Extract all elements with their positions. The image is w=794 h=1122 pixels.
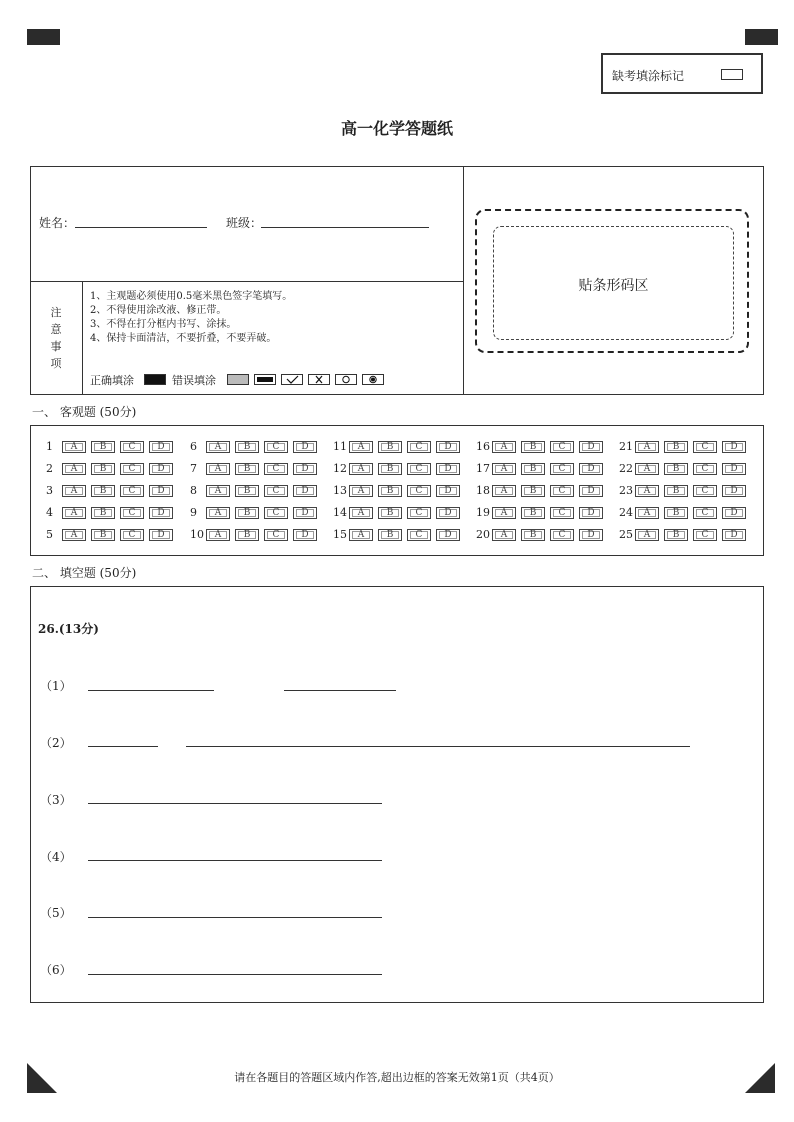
part-6-label: （6） — [40, 963, 72, 977]
option-letter: D — [587, 508, 595, 518]
option-bubble-b[interactable] — [664, 441, 688, 453]
option-letter: B — [99, 442, 107, 452]
option-bubble-c[interactable] — [264, 441, 288, 453]
option-letter: B — [529, 508, 537, 518]
option-letter: D — [444, 508, 452, 518]
option-bubble-d[interactable] — [579, 529, 603, 541]
option-bubble-b[interactable] — [664, 485, 688, 497]
option-letter: B — [243, 508, 251, 518]
option-letter: D — [444, 530, 452, 540]
option-bubble-d[interactable] — [293, 463, 317, 475]
option-bubble-d[interactable] — [722, 529, 746, 541]
option-bubble-a[interactable] — [206, 529, 230, 541]
footer-note: 请在各题目的答题区域内作答,超出边框的答案无效第1页（共4页） — [234, 1071, 560, 1084]
option-bubble-d[interactable] — [579, 485, 603, 497]
option-bubble-a[interactable] — [62, 529, 86, 541]
option-bubble-b[interactable] — [91, 463, 115, 475]
option-letter: D — [730, 442, 738, 452]
option-bubble-d[interactable] — [579, 441, 603, 453]
question-number: 17 — [476, 462, 490, 475]
option-letter: C — [415, 442, 423, 452]
option-letter: B — [672, 464, 680, 474]
class-field[interactable] — [261, 227, 429, 228]
notice-column-divider — [82, 281, 83, 395]
option-bubble-a[interactable] — [349, 463, 373, 475]
option-letter: B — [99, 464, 107, 474]
part-4-label: （4） — [40, 850, 72, 864]
option-bubble-b[interactable] — [521, 507, 545, 519]
option-letter: C — [558, 508, 566, 518]
option-letter: A — [70, 530, 78, 540]
option-bubble-a[interactable] — [635, 529, 659, 541]
fill-blank-answer-box — [30, 586, 764, 1003]
option-bubble-b[interactable] — [521, 485, 545, 497]
option-bubble-b[interactable] — [378, 507, 402, 519]
option-letter: B — [99, 530, 107, 540]
notice-item: 2、不得使用涂改液、修正带。 — [90, 305, 227, 316]
question-number: 16 — [476, 440, 490, 453]
option-bubble-c[interactable] — [120, 485, 144, 497]
option-letter: C — [272, 464, 280, 474]
option-bubble-b[interactable] — [378, 485, 402, 497]
question-number: 5 — [46, 528, 53, 541]
question-number: 8 — [190, 484, 197, 497]
option-bubble-b[interactable] — [378, 463, 402, 475]
option-letter: A — [357, 442, 365, 452]
option-bubble-c[interactable] — [407, 507, 431, 519]
option-letter: B — [99, 486, 107, 496]
option-letter: C — [558, 486, 566, 496]
option-letter: B — [386, 486, 394, 496]
option-bubble-a[interactable] — [492, 463, 516, 475]
notice-item: 4、保持卡面清洁，不要折叠，不要弄破。 — [90, 333, 277, 344]
option-letter: C — [701, 530, 709, 540]
option-letter: B — [386, 530, 394, 540]
notice-list — [90, 290, 292, 346]
option-bubble-a[interactable] — [206, 485, 230, 497]
question-number: 13 — [333, 484, 347, 497]
option-bubble-c[interactable] — [120, 529, 144, 541]
registration-mark-top-right — [745, 29, 778, 45]
option-letter: C — [415, 486, 423, 496]
option-letter: A — [357, 530, 365, 540]
question-number: 3 — [46, 484, 53, 497]
option-bubble-c[interactable] — [264, 485, 288, 497]
part-4-blank[interactable] — [88, 860, 382, 861]
option-letter: C — [128, 508, 136, 518]
option-bubble-b[interactable] — [521, 463, 545, 475]
option-letter: D — [157, 508, 165, 518]
question-number: 9 — [190, 506, 197, 519]
option-bubble-c[interactable] — [407, 529, 431, 541]
option-letter: A — [214, 442, 222, 452]
option-letter: D — [301, 486, 309, 496]
question-number: 25 — [619, 528, 633, 541]
option-bubble-b[interactable] — [521, 441, 545, 453]
option-letter: B — [672, 508, 680, 518]
option-letter: C — [415, 508, 423, 518]
option-letter: C — [128, 486, 136, 496]
option-letter: A — [643, 464, 651, 474]
option-bubble-c[interactable] — [407, 463, 431, 475]
question-number: 10 — [190, 528, 204, 541]
option-letter: D — [730, 486, 738, 496]
option-letter: D — [157, 486, 165, 496]
option-letter: A — [214, 530, 222, 540]
question-number: 24 — [619, 506, 633, 519]
option-bubble-d[interactable] — [722, 441, 746, 453]
option-letter: C — [558, 530, 566, 540]
option-letter: C — [272, 442, 280, 452]
section2-heading: 二、 填空题 (50分) — [32, 566, 137, 580]
option-letter: B — [529, 530, 537, 540]
question-number: 1 — [46, 440, 53, 453]
option-bubble-c[interactable] — [550, 529, 574, 541]
option-bubble-c[interactable] — [264, 529, 288, 541]
option-letter: D — [301, 464, 309, 474]
option-letter: A — [500, 530, 508, 540]
option-bubble-c[interactable] — [120, 441, 144, 453]
option-letter: A — [500, 508, 508, 518]
absent-mark-box — [601, 53, 763, 94]
option-bubble-d[interactable] — [579, 463, 603, 475]
option-bubble-a[interactable] — [62, 507, 86, 519]
option-bubble-a[interactable] — [635, 441, 659, 453]
option-letter: A — [214, 464, 222, 474]
correct-fill-label: 正确填涂 — [90, 374, 134, 387]
class-label: 班级： — [226, 216, 263, 230]
option-bubble-c[interactable] — [120, 507, 144, 519]
option-bubble-b[interactable] — [235, 529, 259, 541]
option-bubble-d[interactable] — [293, 529, 317, 541]
question-number: 22 — [619, 462, 633, 475]
option-bubble-c[interactable] — [407, 485, 431, 497]
option-bubble-c[interactable] — [550, 463, 574, 475]
option-letter: C — [272, 530, 280, 540]
option-bubble-d[interactable] — [436, 485, 460, 497]
notice-heading — [46, 304, 66, 372]
option-letter: B — [529, 486, 537, 496]
option-bubble-d[interactable] — [722, 485, 746, 497]
option-bubble-b[interactable] — [664, 507, 688, 519]
notice-heading-char: 事 — [50, 340, 62, 353]
option-bubble-d[interactable] — [149, 485, 173, 497]
option-letter: B — [386, 442, 394, 452]
option-bubble-a[interactable] — [635, 463, 659, 475]
option-bubble-c[interactable] — [407, 441, 431, 453]
part-2-blank-a[interactable] — [88, 746, 158, 747]
option-letter: B — [672, 486, 680, 496]
option-letter: D — [157, 442, 165, 452]
option-letter: A — [643, 442, 651, 452]
question-26-heading: 26.(13分) — [38, 622, 99, 636]
option-bubble-c[interactable] — [550, 441, 574, 453]
part-2-label: （2） — [40, 736, 72, 750]
option-bubble-b[interactable] — [664, 529, 688, 541]
option-letter: A — [643, 486, 651, 496]
option-bubble-a[interactable] — [492, 441, 516, 453]
option-letter: C — [701, 486, 709, 496]
option-letter: C — [272, 486, 280, 496]
option-bubble-d[interactable] — [293, 485, 317, 497]
option-bubble-b[interactable] — [235, 463, 259, 475]
section1-heading: 一、 客观题 (50分) — [32, 405, 137, 419]
question-number: 4 — [46, 506, 53, 519]
option-bubble-b[interactable] — [521, 529, 545, 541]
option-bubble-c[interactable] — [693, 485, 717, 497]
question-number: 6 — [190, 440, 197, 453]
option-letter: B — [529, 442, 537, 452]
wrong-fill-cross-icon — [308, 374, 330, 385]
option-bubble-d[interactable] — [436, 507, 460, 519]
option-letter: A — [70, 486, 78, 496]
correct-fill-sample — [144, 374, 166, 385]
option-letter: B — [243, 530, 251, 540]
option-letter: A — [500, 486, 508, 496]
option-letter: A — [214, 508, 222, 518]
question-number: 23 — [619, 484, 633, 497]
option-letter: B — [672, 530, 680, 540]
option-bubble-a[interactable] — [62, 485, 86, 497]
part-1-blank-a[interactable] — [88, 690, 214, 691]
option-letter: A — [214, 486, 222, 496]
wrong-fill-check-icon — [281, 374, 303, 385]
option-letter: C — [558, 464, 566, 474]
question-number: 19 — [476, 506, 490, 519]
notice-heading-char: 注 — [50, 306, 62, 319]
option-bubble-b[interactable] — [91, 507, 115, 519]
absent-mark-bubble[interactable] — [721, 69, 743, 80]
option-bubble-d[interactable] — [149, 529, 173, 541]
option-letter: A — [70, 464, 78, 474]
question-number: 20 — [476, 528, 490, 541]
option-letter: C — [558, 442, 566, 452]
option-bubble-a[interactable] — [206, 441, 230, 453]
question-number: 12 — [333, 462, 347, 475]
option-letter: A — [70, 442, 78, 452]
option-bubble-a[interactable] — [349, 507, 373, 519]
option-letter: A — [357, 486, 365, 496]
option-letter: C — [701, 442, 709, 452]
option-bubble-a[interactable] — [206, 507, 230, 519]
option-letter: D — [730, 530, 738, 540]
option-letter: D — [444, 442, 452, 452]
option-bubble-a[interactable] — [349, 441, 373, 453]
option-bubble-d[interactable] — [436, 529, 460, 541]
barcode-label: 贴条形码区 — [578, 278, 649, 294]
option-bubble-a[interactable] — [349, 485, 373, 497]
option-letter: D — [444, 464, 452, 474]
option-letter: C — [701, 464, 709, 474]
question-number: 18 — [476, 484, 490, 497]
option-letter: A — [643, 508, 651, 518]
option-bubble-d[interactable] — [436, 441, 460, 453]
option-bubble-d[interactable] — [722, 507, 746, 519]
wrong-fill-dot-icon — [362, 374, 384, 385]
option-letter: B — [99, 508, 107, 518]
notice-item: 1、主观题必须使用0.5毫米黑色签字笔填写。 — [90, 291, 293, 302]
part-1-label: （1） — [40, 679, 72, 693]
option-bubble-c[interactable] — [264, 463, 288, 475]
option-letter: D — [587, 464, 595, 474]
option-letter: A — [357, 508, 365, 518]
part-1-blank-b[interactable] — [284, 690, 396, 691]
absent-mark-label: 缺考填涂标记 — [612, 69, 685, 83]
option-bubble-d[interactable] — [293, 441, 317, 453]
option-letter: D — [587, 442, 595, 452]
option-bubble-c[interactable] — [693, 441, 717, 453]
option-bubble-a[interactable] — [62, 463, 86, 475]
option-letter: D — [730, 464, 738, 474]
option-bubble-c[interactable] — [264, 507, 288, 519]
option-letter: B — [243, 464, 251, 474]
option-letter: D — [301, 442, 309, 452]
option-bubble-b[interactable] — [235, 507, 259, 519]
option-letter: A — [643, 530, 651, 540]
question-number: 2 — [46, 462, 53, 475]
option-letter: D — [301, 508, 309, 518]
option-letter: B — [243, 486, 251, 496]
option-bubble-a[interactable] — [492, 507, 516, 519]
option-bubble-a[interactable] — [349, 529, 373, 541]
info-horizontal-divider — [30, 281, 464, 282]
wrong-fill-circle-icon — [335, 374, 357, 385]
option-letter: D — [444, 486, 452, 496]
question-number: 7 — [190, 462, 197, 475]
option-letter: D — [587, 486, 595, 496]
option-bubble-d[interactable] — [436, 463, 460, 475]
option-letter: C — [128, 442, 136, 452]
option-letter: A — [500, 464, 508, 474]
option-letter: A — [500, 442, 508, 452]
option-letter: B — [243, 442, 251, 452]
option-bubble-a[interactable] — [62, 441, 86, 453]
wrong-fill-label: 错误填涂 — [172, 374, 216, 387]
part-3-blank[interactable] — [88, 803, 382, 804]
question-number: 11 — [333, 440, 347, 453]
option-bubble-a[interactable] — [492, 485, 516, 497]
part-3-label: （3） — [40, 793, 72, 807]
part-2-blank-b[interactable] — [186, 746, 690, 747]
option-letter: A — [70, 508, 78, 518]
wrong-fill-gray-sample — [227, 374, 249, 385]
option-letter: C — [415, 464, 423, 474]
option-bubble-a[interactable] — [206, 463, 230, 475]
option-letter: D — [157, 530, 165, 540]
option-bubble-c[interactable] — [120, 463, 144, 475]
option-letter: C — [128, 530, 136, 540]
option-letter: D — [730, 508, 738, 518]
question-number: 15 — [333, 528, 347, 541]
option-letter: C — [701, 508, 709, 518]
option-bubble-d[interactable] — [149, 507, 173, 519]
name-label: 姓名： — [39, 216, 76, 230]
part-6-blank[interactable] — [88, 974, 382, 975]
option-bubble-d[interactable] — [579, 507, 603, 519]
option-bubble-a[interactable] — [635, 507, 659, 519]
registration-mark-top-left — [27, 29, 60, 45]
question-number: 14 — [333, 506, 347, 519]
option-letter: D — [301, 530, 309, 540]
option-bubble-d[interactable] — [149, 463, 173, 475]
option-bubble-b[interactable] — [235, 441, 259, 453]
wrong-fill-bar-sample — [254, 374, 276, 385]
option-bubble-b[interactable] — [91, 441, 115, 453]
option-letter: C — [272, 508, 280, 518]
option-letter: B — [529, 464, 537, 474]
option-bubble-c[interactable] — [693, 507, 717, 519]
part-5-blank[interactable] — [88, 917, 382, 918]
notice-heading-char: 意 — [50, 323, 62, 336]
option-bubble-b[interactable] — [378, 529, 402, 541]
question-number: 21 — [619, 440, 633, 453]
option-bubble-c[interactable] — [550, 507, 574, 519]
option-letter: B — [386, 464, 394, 474]
option-letter: B — [672, 442, 680, 452]
option-bubble-c[interactable] — [693, 463, 717, 475]
option-letter: A — [357, 464, 365, 474]
option-letter: D — [587, 530, 595, 540]
option-letter: C — [415, 530, 423, 540]
option-letter: C — [128, 464, 136, 474]
option-bubble-b[interactable] — [91, 485, 115, 497]
option-bubble-b[interactable] — [378, 441, 402, 453]
option-bubble-c[interactable] — [693, 529, 717, 541]
option-bubble-d[interactable] — [293, 507, 317, 519]
option-bubble-d[interactable] — [722, 463, 746, 475]
page-title: 高一化学答题纸 — [340, 119, 453, 138]
notice-heading-char: 项 — [50, 357, 62, 370]
option-bubble-a[interactable] — [635, 485, 659, 497]
option-letter: D — [157, 464, 165, 474]
name-field[interactable] — [75, 227, 207, 228]
option-bubble-b[interactable] — [91, 529, 115, 541]
option-bubble-b[interactable] — [664, 463, 688, 475]
option-letter: B — [386, 508, 394, 518]
notice-item: 3、不得在打分框内书写、涂抹。 — [90, 319, 237, 330]
part-5-label: （5） — [40, 906, 72, 920]
option-bubble-a[interactable] — [492, 529, 516, 541]
option-bubble-c[interactable] — [550, 485, 574, 497]
option-bubble-d[interactable] — [149, 441, 173, 453]
option-bubble-b[interactable] — [235, 485, 259, 497]
